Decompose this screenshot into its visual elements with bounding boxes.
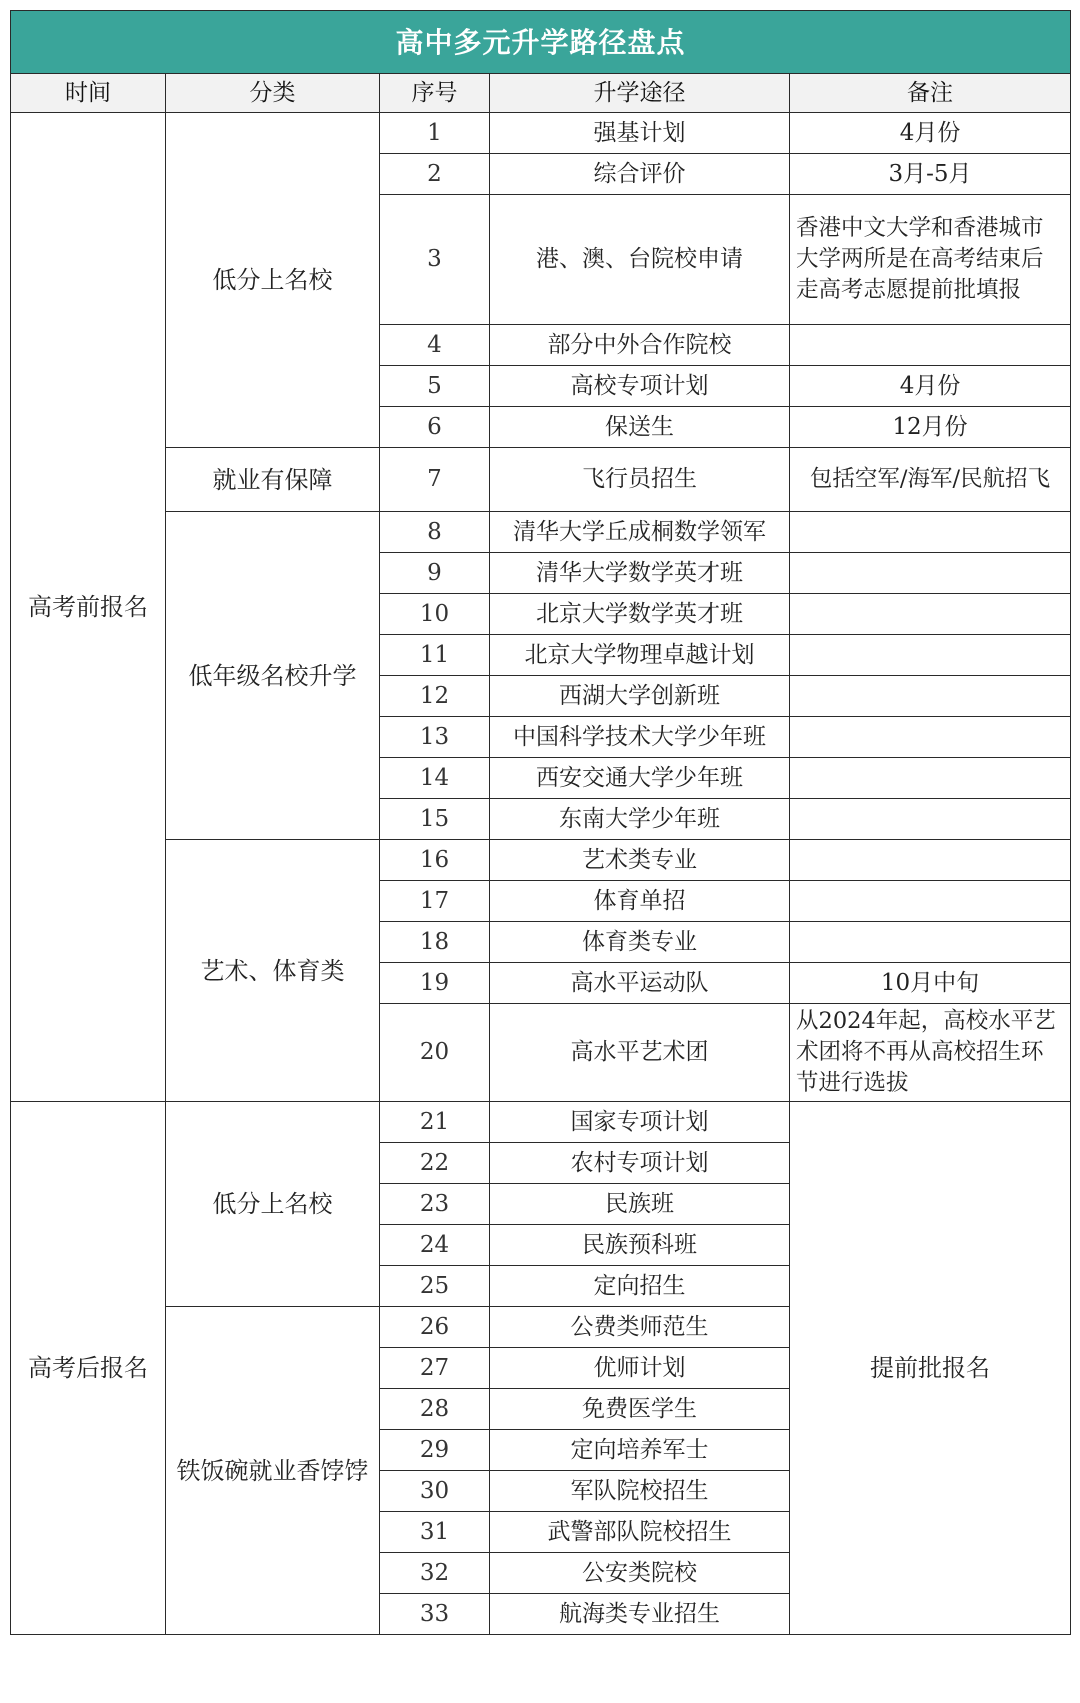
route-cell: 部分中外合作院校 [490, 325, 790, 366]
route-cell: 高校专项计划 [490, 366, 790, 407]
route-cell: 军队院校招生 [490, 1471, 790, 1512]
index-cell: 1 [380, 113, 490, 154]
category-group-cell: 艺术、体育类 [166, 840, 380, 1102]
route-cell: 西湖大学创新班 [490, 676, 790, 717]
route-cell: 民族预科班 [490, 1225, 790, 1266]
index-cell: 31 [380, 1512, 490, 1553]
index-cell: 4 [380, 325, 490, 366]
index-cell: 23 [380, 1184, 490, 1225]
table-body [11, 113, 1071, 1635]
index-cell: 6 [380, 407, 490, 448]
table-row [11, 448, 1071, 512]
route-cell: 免费医学生 [490, 1389, 790, 1430]
category-group-cell: 低分上名校 [166, 1102, 380, 1307]
note-cell [790, 594, 1071, 635]
note-cell: 香港中文大学和香港城市大学两所是在高考结束后走高考志愿提前批填报 [790, 195, 1071, 325]
index-cell: 9 [380, 553, 490, 594]
note-cell: 3月-5月 [790, 154, 1071, 195]
index-cell: 30 [380, 1471, 490, 1512]
note-cell [790, 922, 1071, 963]
route-cell: 飞行员招生 [490, 448, 790, 512]
index-cell: 32 [380, 1553, 490, 1594]
route-cell: 定向培养军士 [490, 1430, 790, 1471]
route-cell: 高水平艺术团 [490, 1004, 790, 1102]
header-route: 升学途径 [490, 74, 790, 113]
note-cell [790, 881, 1071, 922]
index-cell: 27 [380, 1348, 490, 1389]
route-cell: 清华大学丘成桐数学领军 [490, 512, 790, 553]
index-cell: 29 [380, 1430, 490, 1471]
merged-note-cell: 提前批报名 [790, 1102, 1071, 1635]
table-row [11, 1102, 1071, 1143]
note-cell [790, 512, 1071, 553]
table-row [11, 512, 1071, 553]
route-cell: 综合评价 [490, 154, 790, 195]
index-cell: 2 [380, 154, 490, 195]
header-category: 分类 [166, 74, 380, 113]
category-group-cell: 低年级名校升学 [166, 512, 380, 840]
route-cell: 公费类师范生 [490, 1307, 790, 1348]
route-cell: 强基计划 [490, 113, 790, 154]
index-cell: 7 [380, 448, 490, 512]
table-row [11, 840, 1071, 881]
note-cell [790, 799, 1071, 840]
index-cell: 11 [380, 635, 490, 676]
index-cell: 18 [380, 922, 490, 963]
note-cell: 4月份 [790, 366, 1071, 407]
note-cell [790, 635, 1071, 676]
index-cell: 20 [380, 1004, 490, 1102]
header-index: 序号 [380, 74, 490, 113]
index-cell: 21 [380, 1102, 490, 1143]
index-cell: 26 [380, 1307, 490, 1348]
index-cell: 16 [380, 840, 490, 881]
note-cell: 12月份 [790, 407, 1071, 448]
index-cell: 5 [380, 366, 490, 407]
time-group-cell: 高考前报名 [11, 113, 166, 1102]
route-cell: 优师计划 [490, 1348, 790, 1389]
note-cell [790, 758, 1071, 799]
note-cell: 包括空军/海军/民航招飞 [790, 448, 1071, 512]
note-cell: 10月中旬 [790, 963, 1071, 1004]
route-cell: 高水平运动队 [490, 963, 790, 1004]
index-cell: 10 [380, 594, 490, 635]
note-cell [790, 676, 1071, 717]
category-group-cell: 低分上名校 [166, 113, 380, 448]
route-cell: 保送生 [490, 407, 790, 448]
index-cell: 19 [380, 963, 490, 1004]
route-cell: 武警部队院校招生 [490, 1512, 790, 1553]
index-cell: 25 [380, 1266, 490, 1307]
route-cell: 体育单招 [490, 881, 790, 922]
note-cell: 从2024年起，高校水平艺术团将不再从高校招生环节进行选拔 [790, 1004, 1071, 1102]
category-group-cell: 铁饭碗就业香饽饽 [166, 1307, 380, 1635]
table-row [11, 113, 1071, 154]
index-cell: 14 [380, 758, 490, 799]
index-cell: 3 [380, 195, 490, 325]
index-cell: 13 [380, 717, 490, 758]
note-cell [790, 553, 1071, 594]
route-cell: 民族班 [490, 1184, 790, 1225]
route-cell: 公安类院校 [490, 1553, 790, 1594]
note-cell [790, 717, 1071, 758]
index-cell: 15 [380, 799, 490, 840]
route-cell: 西安交通大学少年班 [490, 758, 790, 799]
note-cell [790, 840, 1071, 881]
note-cell: 4月份 [790, 113, 1071, 154]
route-cell: 东南大学少年班 [490, 799, 790, 840]
header-note: 备注 [790, 74, 1071, 113]
table-title: 高中多元升学路径盘点 [11, 11, 1071, 74]
index-cell: 8 [380, 512, 490, 553]
route-cell: 北京大学数学英才班 [490, 594, 790, 635]
route-cell: 国家专项计划 [490, 1102, 790, 1143]
route-cell: 体育类专业 [490, 922, 790, 963]
header-row [11, 74, 1071, 113]
route-cell: 艺术类专业 [490, 840, 790, 881]
index-cell: 24 [380, 1225, 490, 1266]
route-cell: 清华大学数学英才班 [490, 553, 790, 594]
index-cell: 12 [380, 676, 490, 717]
route-cell: 定向招生 [490, 1266, 790, 1307]
note-cell [790, 325, 1071, 366]
pathways-table [10, 10, 1071, 1635]
index-cell: 22 [380, 1143, 490, 1184]
route-cell: 港、澳、台院校申请 [490, 195, 790, 325]
route-cell: 中国科学技术大学少年班 [490, 717, 790, 758]
time-group-cell: 高考后报名 [11, 1102, 166, 1635]
index-cell: 33 [380, 1594, 490, 1635]
route-cell: 航海类专业招生 [490, 1594, 790, 1635]
route-cell: 北京大学物理卓越计划 [490, 635, 790, 676]
route-cell: 农村专项计划 [490, 1143, 790, 1184]
category-group-cell: 就业有保障 [166, 448, 380, 512]
index-cell: 17 [380, 881, 490, 922]
index-cell: 28 [380, 1389, 490, 1430]
header-time: 时间 [11, 74, 166, 113]
